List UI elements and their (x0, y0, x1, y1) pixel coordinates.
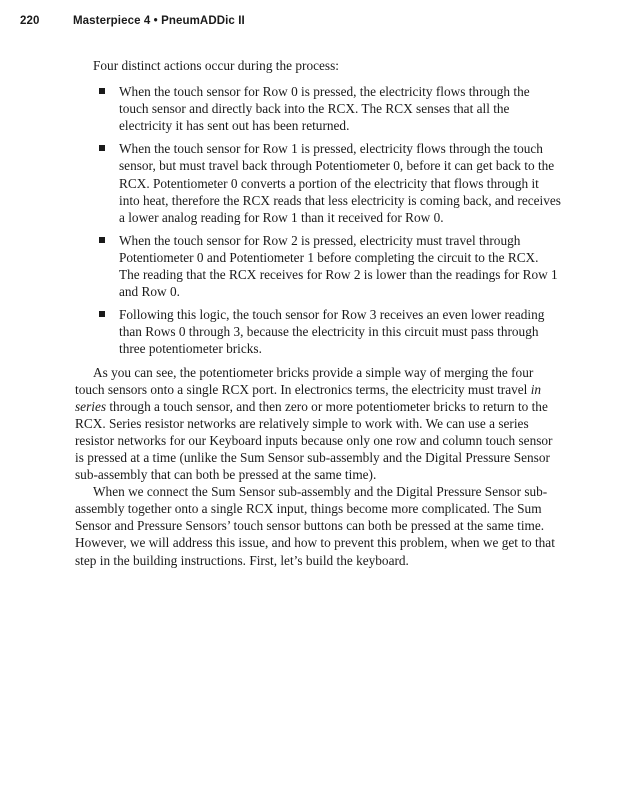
paragraph-sum-sensor: When we connect the Sum Sensor sub-assembly and the Digital Pressure Sensor sub-assembly together onto a single RCX input, things become more complicated. The Sum Sensor and Pressure Sensors’ touch sensor buttons can both be pressed at the same time. However, we will address this issue, and how to prevent this problem, when we get to that step in the building instructions. First, let’s build the keyboard. (75, 484, 555, 568)
square-bullet-icon (99, 237, 105, 243)
list-item (75, 306, 561, 357)
running-title: Masterpiece 4 • PneumADDic II (73, 15, 245, 27)
paragraph-text-part: As you can see, the potentiometer bricks provide a simple way of merging the four touch sensors onto a single RCX port. In electronics terms, the electricity must travel (75, 364, 534, 397)
list-item (75, 83, 561, 134)
paragraph-series-circuit (75, 364, 561, 484)
actions-list (75, 83, 561, 357)
intro-sentence: Four distinct actions occur during the process: (93, 58, 339, 73)
list-item-text: When the touch sensor for Row 2 is pressed, electricity must travel through Potentiometer 0 and Potentiometer 1 before completing the circuit to the RCX. The reading that the RCX receives for Row 2 is lower than the readings for Row 1 and Row 0. (119, 232, 558, 300)
list-item (75, 232, 561, 300)
list-item-text: When the touch sensor for Row 1 is pressed, electricity flows through the touch sensor, but must travel back through Potentiometer 0, before it can get back to the RCX. Potentiometer 0 converts a portion of the electricity that flows through it into heat, therefore the RCX reads that less electricity is coming back, and receives a lower analog reading for Row 1 than it received for Row 0. (119, 141, 561, 225)
body-text (75, 57, 561, 569)
emphasis-text: in series (75, 381, 542, 414)
list-item (75, 140, 561, 225)
list-item-text: When the touch sensor for Row 0 is pressed, the electricity flows through the touch sensor and directly back into the RCX. The RCX senses that all the electricity it has sent out has been returned. (119, 84, 530, 134)
page-number: 220 (20, 15, 40, 27)
running-header (20, 15, 245, 27)
square-bullet-icon (99, 145, 105, 151)
paragraph-text-part: through a touch sensor, and then zero or more potentiometer bricks to return to the RCX. Series resistor networks are relatively simple to work with. We can use a series resistor networks for our Keyboard inputs because only one row and column touch sensor is pressed at a time (unlike the Sum Sensor sub-assembly and the Digital Pressure Sensor sub-assembly that can both be pressed at the same time). (75, 398, 553, 483)
list-item-text: Following this logic, the touch sensor for Row 3 receives an even lower reading than Rows 0 through 3, because the electricity in this circuit must pass through three potentiometer bricks. (119, 307, 545, 357)
square-bullet-icon (99, 88, 105, 94)
square-bullet-icon (99, 311, 105, 317)
